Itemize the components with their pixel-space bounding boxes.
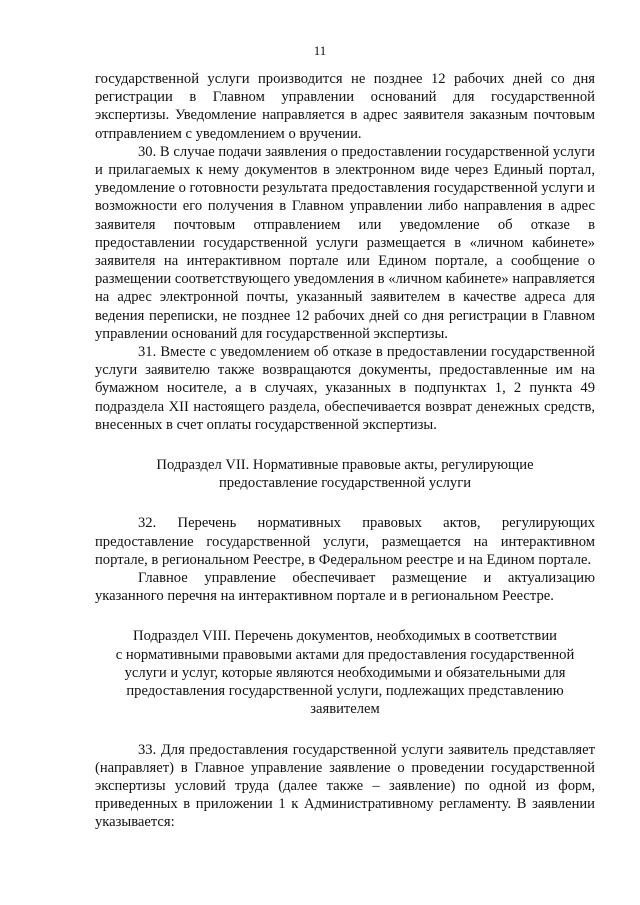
page-content xyxy=(95,70,595,832)
paragraph-continuation: государственной услуги производится не позднее 12 рабочих дней со дня регистрации в Главном управлении оснований для государственной экспертизы. Уведомление направляется в адрес заявителя заказным почтовым отправлением с уведомлением о вручении. xyxy=(95,71,595,142)
heading-line: заявителем xyxy=(310,701,380,718)
subsection-vii-heading xyxy=(95,456,595,492)
paragraph-32-continuation: Главное управление обеспечивает размещение и актуализацию указанного перечня на интерактивном портале и в региональном Реестре. xyxy=(95,570,595,605)
paragraph-32: 32. Перечень нормативных правовых актов, регулирующих предоставление государственной услуги, размещается на интерактивном портале, в региональном Реестре, в Федеральном реестре и на Едином портале. xyxy=(95,515,595,568)
page-number: 11 xyxy=(313,43,327,58)
heading-line: предоставление государственной услуги xyxy=(219,475,471,492)
paragraph-31: 31. Вместе с уведомлением об отказе в предоставлении государственной услуги заявителю также возвращаются документы, предоставленные им на бумажном носителе, а в случаях, указанных в подпунктах 1, 2 пункта 49 подраздела XII настоящего раздела, обеспечивается возврат денежных средств, внесенных в счет оплаты государственной экспертизы. xyxy=(95,344,595,433)
paragraph-30: 30. В случае подачи заявления о предоставлении государственной услуги и прилагаемых к нему документов в электронном виде через Единый портал, уведомление о готовности результата предоставления государственной услуги и возможности его получения в Главном управлении либо направления в адрес заявителя почтовым отправлением или уведомление об отказе в предоставлении государственной услуги размещается в «личном кабинете» заявителя на интерактивном портале или Едином портале, а сообщение о размещении соответствующего уведомления в «личном кабинете» направляется на адрес электронной почты, указанный заявителем в качестве адреса для ведения переписки, не позднее 12 рабочих дней со дня регистрации в Главном управлении оснований для государственной экспертизы. xyxy=(95,143,595,342)
heading-line: предоставления государственной услуги, подлежащих представлению xyxy=(126,683,564,700)
subsection-viii-heading xyxy=(95,627,595,718)
paragraph-33: 33. Для предоставления государственной услуги заявитель представляет (направляет) в Главное управление заявление о проведении государственной экспертизы условий труда (далее также – заявление) по одной из форм, приведенных в приложении 1 к Административному регламенту. В заявлении указывается: xyxy=(95,741,595,831)
heading-line: Подраздел VIII. Перечень документов, необходимых в соответствии xyxy=(133,628,557,645)
heading-line: Подраздел VII. Нормативные правовые акты, регулирующие xyxy=(156,457,534,474)
heading-line: с нормативными правовыми актами для предоставления государственной xyxy=(115,646,575,663)
heading-line: услуги и услуг, которые являются необходимыми и обязательными для xyxy=(124,664,566,681)
